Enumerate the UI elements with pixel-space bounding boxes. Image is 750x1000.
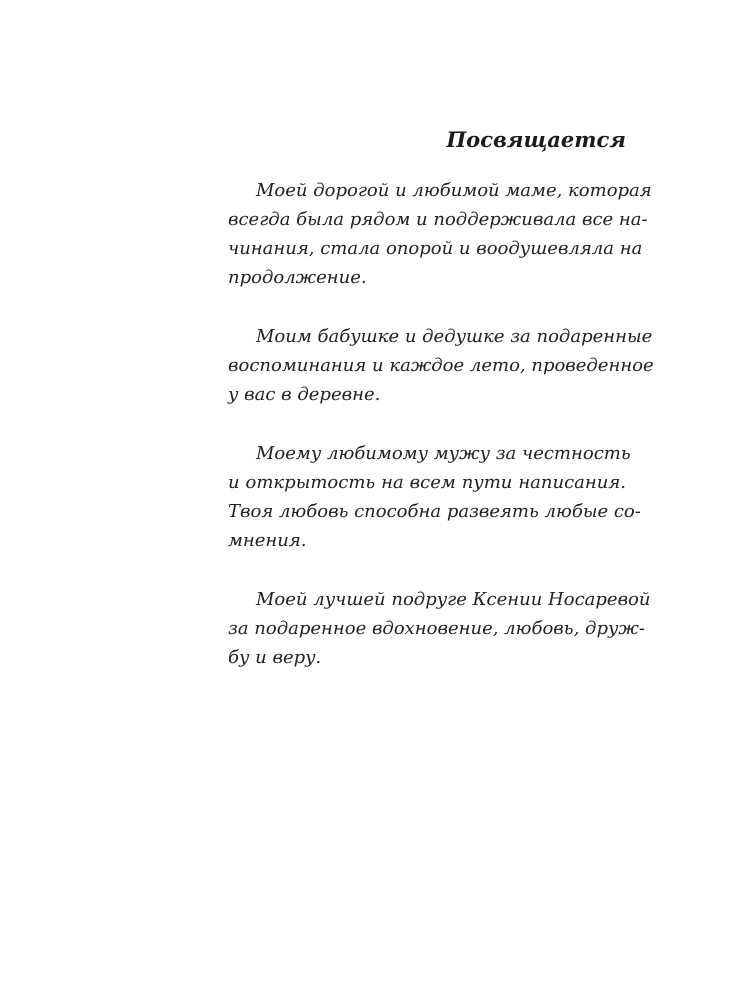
dedication-line: Твоя любовь способна развеять любые со-: [228, 501, 641, 522]
dedication-line: Моей дорогой и любимой маме, которая: [256, 180, 652, 201]
dedication-line: всегда была рядом и поддерживала все на-: [228, 209, 648, 230]
dedication-line: у вас в деревне.: [228, 384, 381, 405]
dedication-line: бу и веру.: [228, 647, 322, 668]
dedication-friend: [228, 585, 651, 672]
dedication-husband: [228, 439, 641, 555]
dedication-list: [228, 176, 654, 702]
dedication-line: Моему любимому мужу за честность: [256, 443, 631, 464]
dedication-line: продолжение.: [228, 267, 367, 288]
dedication-line: чинания, стала опорой и воодушевляла на: [228, 238, 643, 259]
dedication-line: за подаренное вдохновение, любовь, друж-: [228, 618, 645, 639]
dedication-line: Моей лучшей подруге Ксении Носаревой: [256, 589, 651, 610]
dedication-line: и открытость на всем пути написания.: [228, 472, 626, 493]
dedication-line: мнения.: [228, 530, 307, 551]
dedication-line: Моим бабушке и дедушке за подаренные: [256, 326, 653, 347]
dedication-heading: Посвящается: [446, 127, 626, 152]
dedication-mother: [228, 176, 652, 292]
dedication-grandparents: [228, 322, 654, 409]
dedication-line: воспоминания и каждое лето, проведенное: [228, 355, 654, 376]
